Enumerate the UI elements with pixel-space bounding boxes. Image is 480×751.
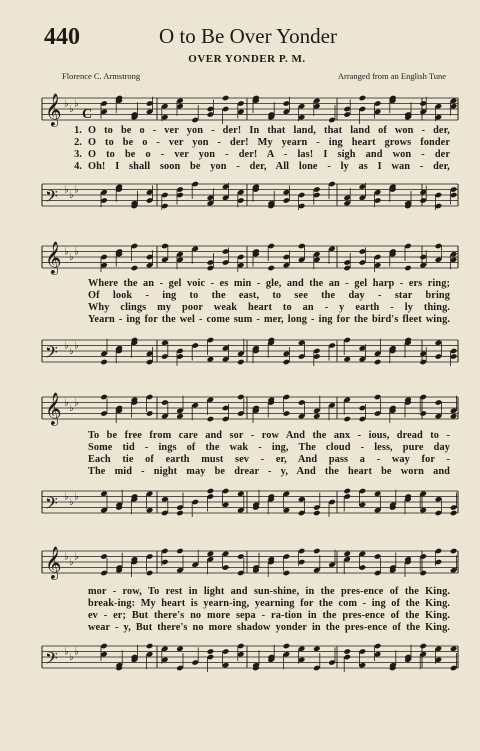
svg-text:♭: ♭	[69, 403, 74, 414]
bass-staff-4	[0, 640, 480, 680]
svg-text:♭: ♭	[69, 104, 74, 115]
svg-text:♭: ♭	[74, 246, 79, 258]
lyric-line: Each tie of earth must sev - er, And pass a - way for -	[88, 454, 450, 465]
svg-text:♭: ♭	[69, 252, 74, 263]
svg-text:𝄢: 𝄢	[45, 342, 58, 366]
svg-text:♭: ♭	[74, 491, 79, 503]
bass-staff-1	[0, 178, 480, 218]
words-credit: Florence C. Armstrong	[62, 71, 141, 81]
treble-staff-3	[0, 391, 480, 431]
hymn-number: 440	[44, 24, 80, 50]
svg-text:♭: ♭	[74, 646, 79, 658]
svg-text:𝄞: 𝄞	[45, 241, 62, 274]
lyric-line: 1. O to be o - ver yon - der! In that land, that land of won - der,	[74, 125, 450, 136]
bass-staff-3	[0, 485, 480, 525]
svg-text:♭: ♭	[69, 497, 74, 508]
svg-text:𝄢: 𝄢	[45, 648, 58, 672]
lyric-line: 3. O to be o - ver yon - der! A - las! I sigh and won - der	[74, 149, 450, 160]
svg-text:♭: ♭	[64, 98, 69, 110]
lyric-line: The mid - night may be drear - y, And the heart be worn and	[88, 466, 450, 477]
lyric-line: Why clings my poor weak heart to an - y earth - ly thing.	[88, 302, 450, 313]
svg-text:𝄢: 𝄢	[45, 186, 58, 210]
svg-text:♭: ♭	[69, 346, 74, 357]
svg-text:♭: ♭	[74, 98, 79, 110]
svg-text:♭: ♭	[74, 340, 79, 352]
svg-text:C: C	[82, 107, 93, 122]
svg-text:♭: ♭	[74, 397, 79, 409]
lyric-line: 2. O to be o - ver yon - der! My yearn - ing heart grows fonder	[74, 137, 450, 148]
lyric-line: Of look - ing to the east, to see the day - star bring	[88, 290, 450, 301]
treble-staff-4	[0, 545, 480, 585]
tune-name: OVER YONDER P. M.	[188, 53, 306, 65]
svg-text:♭: ♭	[64, 646, 69, 658]
svg-text:♭: ♭	[69, 652, 74, 663]
lyric-line: Yearn - ing for the wel - come sum - mer, long - ing for the bird's fleet wing.	[88, 314, 450, 325]
svg-text:♭: ♭	[64, 246, 69, 258]
svg-text:𝄞: 𝄞	[45, 392, 62, 425]
svg-text:♭: ♭	[74, 184, 79, 196]
lyric-line: 4. Oh! I shall soon be yon - der, All lone - ly as I wan - der,	[74, 161, 450, 172]
lyric-line: mor - row, To rest in light and sun-shine, in the pres-ence of the King.	[88, 586, 450, 597]
bass-staff-2	[0, 334, 480, 374]
treble-staff-2	[0, 240, 480, 280]
lyric-line: break-ing: My heart is yearn-ing, yearning for the com - ing of the King.	[88, 598, 450, 609]
hymn-title: O to Be Over Yonder	[159, 24, 337, 48]
svg-text:♭: ♭	[64, 397, 69, 409]
svg-text:𝄢: 𝄢	[45, 493, 58, 517]
lyric-line: Where the an - gel voic - es min - gle, and the an - gel harp - ers ring;	[88, 278, 450, 289]
svg-text:♭: ♭	[64, 551, 69, 563]
svg-text:♭: ♭	[69, 190, 74, 201]
svg-text:♭: ♭	[64, 184, 69, 196]
svg-text:♭: ♭	[69, 557, 74, 568]
svg-text:𝄞: 𝄞	[45, 546, 62, 579]
svg-text:𝄞: 𝄞	[45, 93, 62, 126]
music-credit: Arranged from an English Tune	[337, 71, 446, 81]
svg-text:♭: ♭	[64, 340, 69, 352]
lyric-line: To be free from care and sor - row And the anx - ious, dread to -	[88, 430, 450, 441]
svg-text:♭: ♭	[64, 491, 69, 503]
svg-text:♭: ♭	[74, 551, 79, 563]
lyric-line: Some tid - ings of the wak - ing, The cloud - less, pure day	[88, 442, 450, 453]
lyric-line: ev - er; But there's no more sepa - ra-tion in the pres-ence of the King.	[88, 610, 450, 621]
lyric-line: wear - y, But there's no more shadow yonder in the pres-ence of the King.	[88, 622, 450, 633]
